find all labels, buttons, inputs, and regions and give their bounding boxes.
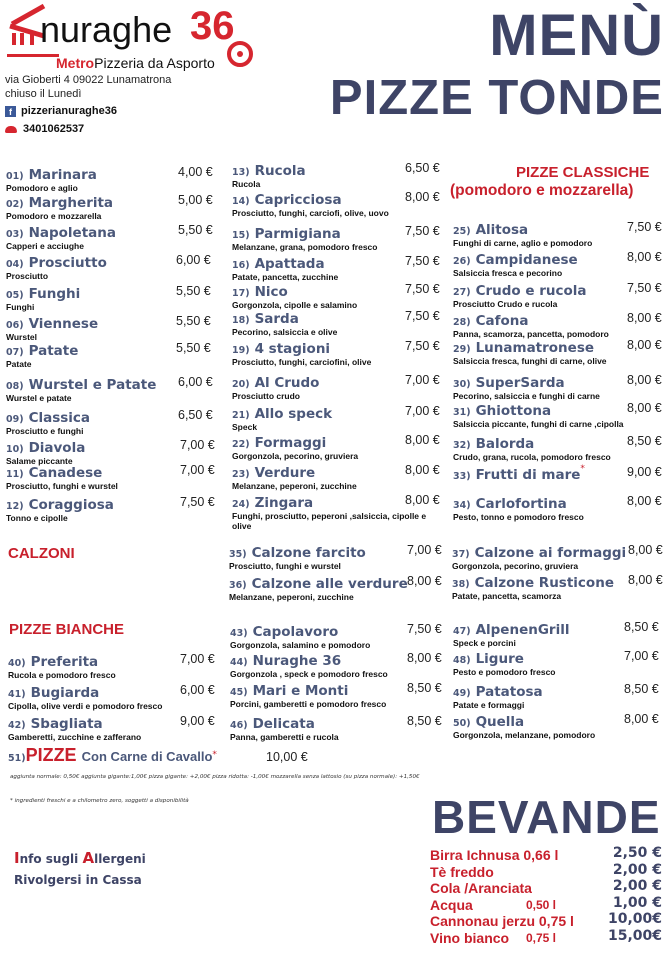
item-name: SuperSarda	[475, 375, 565, 391]
menu-item	[232, 253, 338, 282]
item-number: 33)	[453, 471, 471, 482]
item-description: Salsiccia fresca, funghi di carne, olive	[453, 356, 607, 366]
item-price: 5,50 €	[178, 223, 213, 237]
item-name: Cafona	[475, 313, 529, 329]
item-price: 8,50 €	[624, 620, 659, 634]
menu-item	[6, 283, 80, 312]
item-name: Sbagliata	[30, 716, 103, 732]
item-description: Gorgonzola , speck e pomodoro fresco	[230, 669, 388, 679]
item-number: 44)	[230, 657, 248, 668]
item-description: Speck e porcini	[453, 638, 516, 648]
item-number: 41)	[8, 689, 26, 700]
item-number: 50)	[453, 718, 471, 729]
item-description: Melanzane, grana, pomodoro fresco	[232, 242, 378, 252]
item-price: 7,00 €	[180, 652, 215, 666]
item-description: Melanzane, peperoni, zucchine	[232, 481, 357, 491]
item-description: Prosciutto, funghi e wurstel	[229, 561, 341, 571]
footnote: * ingredienti freschi e a chilometro zero, soggetti a disponibilità	[10, 798, 189, 804]
item-description: Rucola e pomodoro fresco	[8, 670, 116, 680]
drink-volume: 0,50 l	[525, 898, 556, 912]
drink-volume: 0,75 l	[525, 931, 556, 945]
menu-item	[230, 680, 386, 709]
item-number: 43)	[230, 628, 248, 639]
item-number: 04)	[6, 259, 24, 270]
drink-price: 1,00 €	[612, 895, 662, 911]
menu-item	[452, 572, 614, 601]
phone[interactable]	[5, 123, 84, 135]
item-price: 7,00 €	[405, 373, 440, 387]
item-price: 8,00 €	[627, 338, 662, 352]
allergen-initial-a: A	[82, 849, 95, 867]
allergen-info	[14, 849, 146, 867]
item-name: Calzone Rusticone	[474, 575, 614, 591]
item-description: Patate, pancetta, scamorza	[452, 591, 562, 601]
item-name: Capricciosa	[254, 192, 342, 208]
allergen-cassa: Rivolgersi in Cassa	[14, 873, 142, 887]
item-description: Gorgonzola, melanzane, pomodoro	[453, 730, 596, 740]
item-name: Classica	[28, 410, 91, 426]
item-price: 7,50 €	[627, 281, 662, 295]
menu-item	[232, 160, 306, 189]
section-classiche: PIZZE CLASSICHE	[516, 164, 650, 181]
item-description: Prosciutto, funghi, carciofi, olive, uovo	[232, 208, 389, 218]
item-description: Gorgonzola, pecorino, gruviera	[232, 451, 359, 461]
item-name: Quella	[475, 714, 525, 730]
item-name: Napoletana	[28, 225, 116, 241]
menu-item	[6, 313, 98, 342]
item-price: 8,00 €	[405, 433, 440, 447]
item-description: Gamberetti, zucchine e zafferano	[8, 732, 142, 742]
item-description: Melanzane, peperoni, zucchine	[229, 592, 354, 602]
item-description: Pesto e pomodoro fresco	[453, 667, 556, 677]
item-name: Lunamatronese	[475, 340, 595, 356]
item-description: Prosciutto, funghi e wurstel	[6, 481, 118, 491]
drink-price: 2,00 €	[612, 862, 662, 878]
menu-item	[6, 462, 118, 491]
item-number: 06)	[6, 320, 24, 331]
item-description: Patate	[6, 359, 32, 369]
item-name: Apattada	[254, 256, 325, 272]
item-name: Ghiottona	[475, 403, 552, 419]
drink-name: Tè freddo	[430, 864, 494, 880]
item-number: 45)	[230, 687, 248, 698]
item-number: 49)	[453, 688, 471, 699]
item-description: Speck	[232, 422, 258, 432]
item-price: 8,00 €	[407, 651, 442, 665]
item-price: 8,00 €	[624, 712, 659, 726]
menu-item	[8, 651, 116, 680]
drink-price: 10,00€	[607, 911, 662, 927]
menu-item	[453, 464, 585, 483]
menu-item	[229, 542, 366, 571]
item-description: Pecorino, salsiccia e funghi di carne	[453, 391, 600, 401]
item-price: 8,00 €	[405, 190, 440, 204]
item-name: Marinara	[28, 167, 97, 183]
cavallo-price: 10,00 €	[266, 750, 308, 764]
item-name: Canadese	[28, 465, 103, 481]
item-number: 17)	[232, 288, 250, 299]
item-price: 5,50 €	[176, 284, 211, 298]
item-name: Formaggi	[254, 435, 327, 451]
item-description: Wurstel	[6, 332, 38, 342]
item-name: Margherita	[28, 195, 114, 211]
item-name: Prosciutto	[28, 255, 107, 271]
section-bianche: PIZZE BIANCHE	[9, 621, 125, 638]
item-description: Tonno e cipolle	[6, 513, 68, 523]
allergen-initial-i: I	[14, 849, 20, 867]
item-description: Patate, pancetta, zucchine	[232, 272, 339, 282]
drink-name: Cannonau jerzu 0,75 l	[430, 913, 574, 929]
item-number: 32)	[453, 440, 471, 451]
item-number: 08)	[6, 381, 24, 392]
facebook-link[interactable]	[5, 105, 117, 117]
item-price: 7,00 €	[405, 404, 440, 418]
item-name: Allo speck	[254, 406, 333, 422]
item-description: Pesto, tonno e pomodoro fresco	[453, 512, 584, 522]
item-description: Pecorino, salsiccia e olive	[232, 327, 338, 337]
item-name: Zingara	[254, 495, 314, 511]
item-number: 48)	[453, 655, 471, 666]
item-name: Preferita	[30, 654, 99, 670]
menu-item	[232, 308, 337, 337]
item-name: Patatosa	[475, 684, 543, 700]
item-number: 21)	[232, 410, 250, 421]
facebook-handle: pizzerianuraghe36	[21, 105, 117, 117]
asterisk: *	[212, 750, 217, 760]
menu-item	[232, 189, 389, 218]
item-price: 8,00 €	[627, 494, 662, 508]
item-description: Porcini, gamberetti e pomodoro fresco	[230, 699, 387, 709]
item-number: 40)	[8, 658, 26, 669]
item-price: 5,50 €	[176, 341, 211, 355]
drink-price: 2,50 €	[612, 845, 662, 861]
menu-item	[453, 249, 578, 278]
item-price: 7,50 €	[407, 622, 442, 636]
item-price: 8,50 €	[407, 714, 442, 728]
menu-item	[232, 338, 371, 367]
menu-item	[453, 337, 607, 366]
item-description: Gorgonzola, salamino e pomodoro	[230, 640, 371, 650]
item-description: Prosciutto e funghi	[6, 426, 84, 436]
item-description: Salsiccia piccante, funghi di carne ,cipolla	[453, 419, 624, 429]
item-price: 8,00 €	[627, 401, 662, 415]
item-name: Bugiarda	[30, 685, 100, 701]
item-description: Wurstel e patate	[6, 393, 72, 403]
menu-item	[230, 650, 388, 679]
item-description: Patate e formaggi	[453, 700, 525, 710]
item-price: 8,50 €	[627, 434, 662, 448]
item-number: 03)	[6, 229, 24, 240]
item-price: 6,00 €	[178, 375, 213, 389]
menu-item	[453, 280, 587, 309]
item-price: 7,00 €	[180, 438, 215, 452]
menu-item	[230, 621, 370, 650]
item-number: 24)	[232, 499, 250, 510]
menu-item	[6, 374, 156, 403]
item-number: 29)	[453, 344, 471, 355]
menu-item	[453, 648, 556, 677]
item-number: 37)	[452, 549, 470, 560]
item-price: 8,00 €	[407, 574, 442, 588]
menu-item	[6, 164, 97, 193]
item-number: 46)	[230, 720, 248, 731]
item-price: 7,00 €	[407, 543, 442, 557]
item-name: Parmigiana	[254, 226, 341, 242]
phone-icon	[5, 126, 17, 133]
menu-item	[453, 372, 600, 401]
menu-item	[6, 192, 113, 221]
item-description: Salame piccante	[6, 456, 73, 466]
item-number: 34)	[453, 500, 471, 511]
item-price: 8,00 €	[405, 463, 440, 477]
item-name: Verdure	[254, 465, 316, 481]
item-price: 8,00 €	[627, 250, 662, 264]
item-number: 16)	[232, 260, 250, 271]
item-number: 27)	[453, 287, 471, 298]
item-number: 23)	[232, 469, 250, 480]
item-number: 30)	[453, 379, 471, 390]
address: via Gioberti 4 09022 Lunamatrona	[5, 74, 172, 86]
item-description: Prosciutto crudo	[232, 391, 301, 401]
logo-subtitle	[56, 55, 215, 71]
menu-item	[229, 573, 408, 602]
drink-name: Birra Ichnusa 0,66 l	[430, 847, 559, 863]
item-price: 7,50 €	[405, 339, 440, 353]
item-name: Viennese	[28, 316, 99, 332]
item-name: Patate	[28, 343, 79, 359]
menu-item	[230, 713, 339, 742]
item-number: 10)	[6, 444, 24, 455]
item-price: 9,00 €	[627, 465, 662, 479]
menu-item	[453, 711, 595, 740]
item-number: 51)	[8, 753, 26, 764]
menu-item	[453, 400, 624, 429]
item-description: Gorgonzola, pecorino, gruviera	[452, 561, 579, 571]
item-name: Capolavoro	[252, 624, 339, 640]
menu-item	[453, 619, 569, 648]
menu-item	[453, 681, 543, 710]
item-number: 11)	[6, 469, 24, 480]
item-price: 8,00 €	[628, 543, 663, 557]
item-description: Crudo, grana, rucola, pomodoro fresco	[453, 452, 611, 462]
menu-item	[6, 222, 116, 251]
item-number: 28)	[453, 317, 471, 328]
item-price: 8,00 €	[627, 373, 662, 387]
item-name: Coraggiosa	[28, 497, 114, 513]
item-number: 14)	[232, 196, 250, 207]
menu-item	[452, 542, 626, 571]
logo-number: 36	[190, 4, 235, 48]
item-name: Delicata	[252, 716, 315, 732]
item-number: 31)	[453, 407, 471, 418]
item-price: 8,00 €	[405, 493, 440, 507]
item-price: 7,50 €	[405, 282, 440, 296]
item-price: 7,00 €	[624, 649, 659, 663]
item-number: 36)	[229, 580, 247, 591]
section-classiche-sub: (pomodoro e mozzarella)	[450, 182, 634, 199]
item-number: 05)	[6, 290, 24, 301]
menu-item	[232, 432, 358, 461]
menu-item-cavallo	[8, 744, 217, 770]
item-description: Panna, scamorza, pancetta, pomodoro	[453, 329, 609, 339]
item-number: 01)	[6, 171, 24, 182]
item-name: Funghi	[28, 286, 81, 302]
item-description: Funghi, prosciutto, peperoni ,salsiccia, cipolle e olive	[232, 511, 427, 531]
item-name: Nuraghe 36	[252, 653, 342, 669]
item-description: Salsiccia fresca e pecorino	[453, 268, 563, 278]
item-name: Campidanese	[475, 252, 578, 268]
menu-item	[232, 492, 432, 531]
item-number: 20)	[232, 379, 250, 390]
item-price: 6,50 €	[178, 408, 213, 422]
menu-item	[232, 462, 357, 491]
item-price: 9,00 €	[180, 714, 215, 728]
item-name: Wurstel e Patate	[28, 377, 157, 393]
item-number: 35)	[229, 549, 247, 560]
item-number: 13)	[232, 167, 250, 178]
item-price: 7,50 €	[180, 495, 215, 509]
extras-note: aggiunta normale: 0,50€ aggiunta gigante:1,00€ pizza gigante: +2,00€ pizza ridotta: -1,00€ mozzarella senza lattosio (su pizza normale): +1,50€	[10, 774, 420, 780]
item-description: Capperi e acciughe	[6, 241, 84, 251]
item-name: Calzone alle verdure	[251, 576, 408, 592]
item-number: 25)	[453, 226, 471, 237]
title-pizze-tonde: PIZZE TONDE	[329, 71, 664, 125]
logo-metro: Metro	[56, 55, 95, 71]
drink-name: Vino bianco	[430, 930, 510, 946]
menu-item	[6, 340, 78, 369]
item-price: 8,00 €	[627, 311, 662, 325]
cavallo-pizze: PIZZE	[25, 745, 77, 765]
item-description: Pomodoro e aglio	[6, 183, 78, 193]
facebook-icon: f	[5, 106, 16, 117]
item-description: Funghi di carne, aglio e pomodoro	[453, 238, 593, 248]
item-name: Al Crudo	[254, 375, 320, 391]
item-number: 19)	[232, 345, 250, 356]
item-price: 7,00 €	[180, 463, 215, 477]
menu-item	[232, 403, 332, 432]
drink-price: 2,00 €	[612, 878, 662, 894]
item-name: Sarda	[254, 311, 299, 327]
item-price: 6,00 €	[180, 683, 215, 697]
item-number: 07)	[6, 347, 24, 358]
item-name: Mari e Monti	[252, 683, 349, 699]
item-name: Calzone ai formaggi	[474, 545, 627, 561]
title-menu: MENÙ	[489, 3, 664, 68]
item-description: Funghi	[6, 302, 35, 312]
item-name: Diavola	[28, 440, 86, 456]
logo-pizzeria: Pizzeria da Asporto	[94, 55, 215, 71]
item-price: 6,00 €	[176, 253, 211, 267]
item-number: 38)	[452, 579, 470, 590]
item-price: 7,50 €	[405, 224, 440, 238]
menu-item	[453, 433, 611, 462]
item-price: 8,00 €	[628, 573, 663, 587]
item-price: 4,00 €	[178, 165, 213, 179]
item-description: Pomodoro e mozzarella	[6, 211, 102, 221]
item-price: 7,50 €	[627, 220, 662, 234]
item-name: Calzone farcito	[251, 545, 366, 561]
allergen-text-a: nfo sugli	[19, 852, 83, 866]
item-price: 7,50 €	[405, 309, 440, 323]
item-number: 15)	[232, 230, 250, 241]
item-description: Rucola	[232, 179, 261, 189]
section-calzoni: CALZONI	[8, 545, 75, 562]
menu-item	[8, 682, 162, 711]
item-description: Gorgonzola, cipolle e salamino	[232, 300, 358, 310]
item-name: Frutti di mare	[475, 467, 581, 483]
menu-item	[453, 310, 609, 339]
item-name: Crudo e rucola	[475, 283, 587, 299]
item-number: 12)	[6, 501, 24, 512]
item-name: Rucola	[254, 163, 306, 179]
item-price: 5,50 €	[176, 314, 211, 328]
cavallo-name: Con Carne di Cavallo	[81, 749, 213, 764]
menu-item	[453, 219, 592, 248]
item-price: 8,50 €	[624, 682, 659, 696]
item-number: 09)	[6, 414, 24, 425]
bevande-title: BEVANDE	[432, 791, 661, 843]
menu-item	[6, 407, 90, 436]
item-name: Nico	[254, 284, 288, 300]
item-name: Alitosa	[475, 222, 529, 238]
menu-item	[232, 281, 357, 310]
menu-item	[232, 372, 319, 401]
item-name: Carlofortina	[475, 496, 567, 512]
item-name: Ligure	[475, 651, 524, 667]
item-description: Prosciutto	[6, 271, 49, 281]
item-price: 6,50 €	[405, 161, 440, 175]
logo	[4, 2, 254, 72]
item-name: Balorda	[475, 436, 535, 452]
item-description: Panna, gamberetti e rucola	[230, 732, 339, 742]
menu-item	[6, 494, 114, 523]
item-description: Prosciutto, funghi, carciofini, olive	[232, 357, 372, 367]
menu-item	[232, 223, 377, 252]
drink-price: 15,00€	[607, 928, 662, 944]
phone-number: 3401062537	[23, 123, 85, 135]
item-price: 7,50 €	[405, 254, 440, 268]
item-number: 26)	[453, 256, 471, 267]
drink-name: Cola /Aranciata	[430, 880, 532, 896]
drink-name: Acqua	[430, 897, 473, 913]
item-number: 42)	[8, 720, 26, 731]
item-number: 02)	[6, 199, 24, 210]
item-price: 8,50 €	[407, 681, 442, 695]
closed-day: chiuso il Lunedì	[5, 88, 82, 100]
item-description: Cipolla, olive verdi e pomodoro fresco	[8, 701, 163, 711]
asterisk: *	[580, 464, 585, 474]
menu-item	[6, 252, 107, 281]
item-name: AlpenenGrill	[475, 622, 570, 638]
logo-name: nuraghe	[40, 9, 173, 50]
item-number: 47)	[453, 626, 471, 637]
menu-item	[453, 493, 584, 522]
menu-item	[8, 713, 141, 742]
item-price: 5,00 €	[178, 193, 213, 207]
item-description: Prosciutto Crudo e rucola	[453, 299, 558, 309]
item-number: 22)	[232, 439, 250, 450]
allergen-text-b: llergeni	[94, 852, 146, 866]
item-name: 4 stagioni	[254, 341, 331, 357]
item-number: 18)	[232, 315, 250, 326]
